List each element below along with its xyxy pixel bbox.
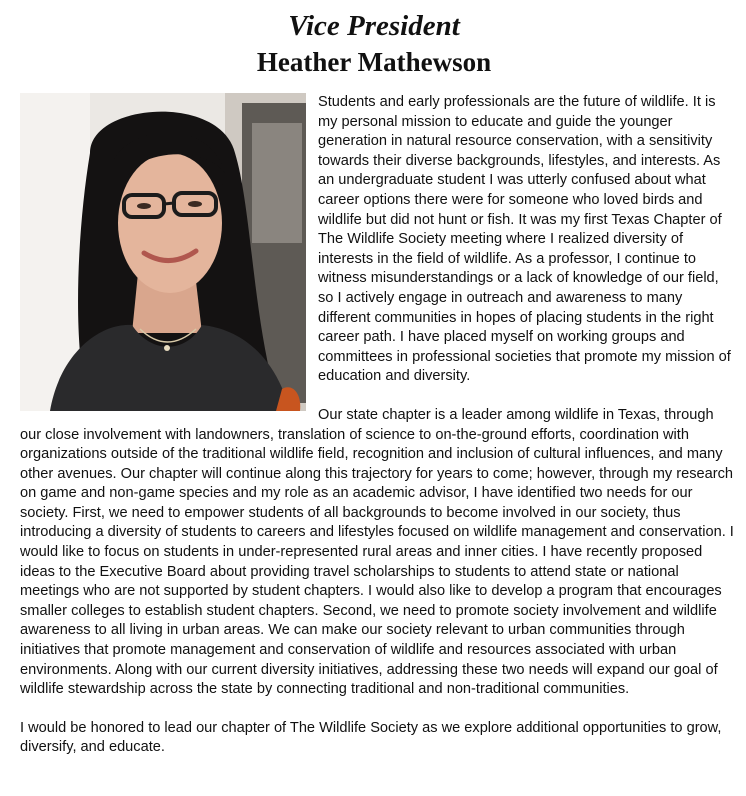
statement-paragraph-1: Students and early professionals are the future of wildlife. It is my personal mission to educate and guide the younger generation in natural resource conservation, with a sensitivity towards their diverse backgrounds, lifestyles, and interests. As an undergraduate student I was utterly confused about what career options there were for someone who loved birds and wildlife but did not hunt or fish. It was my first Texas Chapter of The Wildlife Society meeting where I realized diversity of interests in the field of wildlife. As a professor, I continue to witness misunderstandings or a lack of knowledge of our field, so I actively engage in outreach and awareness to many different communities in hopes of placing students in the right career path. I have placed myself on working groups and committees in professional societies that promote my mission of education and diversity. — [318, 94, 731, 385]
statement-body — [20, 93, 736, 758]
candidate-role-title: Vice President — [288, 10, 460, 42]
candidate-portrait-photo — [20, 93, 306, 411]
statement-paragraph-3: I would be honored to lead our chapter of The Wildlife Society as we explore additional opportunities to grow, diversify, and educate. — [20, 719, 722, 756]
statement-paragraph-2: Our state chapter is a leader among wildlife in Texas, through our close involvement with landowners, translation of science to on-the-ground efforts, coordination with organizations outside of the traditional wildlife field, recognition and inclusion of cultural influences, and many other avenues. Our chapter will continue along this trajectory for years to come; however, through my research on game and non-game species and my role as an academic advisor, I have identified two needs for our society. First, we need to empower students of all backgrounds to become involved in our society, thus introducing a diversity of students to careers and lifestyles focused on wildlife management and conservation. I would like to focus on students in under-represented rural areas and inner cities. I have recently proposed ideas to the Executive Board about providing travel scholarships to students to attend state or national meetings who are not supported by student chapters. I would also like to develop a program that encourages smaller colleges to establish student chapters. Second, we need to promote society involvement and wildlife awareness to all living in urban areas. We can make our society relevant to urban communities through initiatives that promote management and conservation of wildlife and resources associated with urban environments. Along with our current diversity initiatives, addressing these two needs will expand our goal of wildlife stewardship across the state by connecting traditional and non-traditional communities. — [20, 406, 734, 698]
candidate-name: Heather Mathewson — [256, 47, 492, 77]
portrait-illustration — [20, 93, 306, 411]
